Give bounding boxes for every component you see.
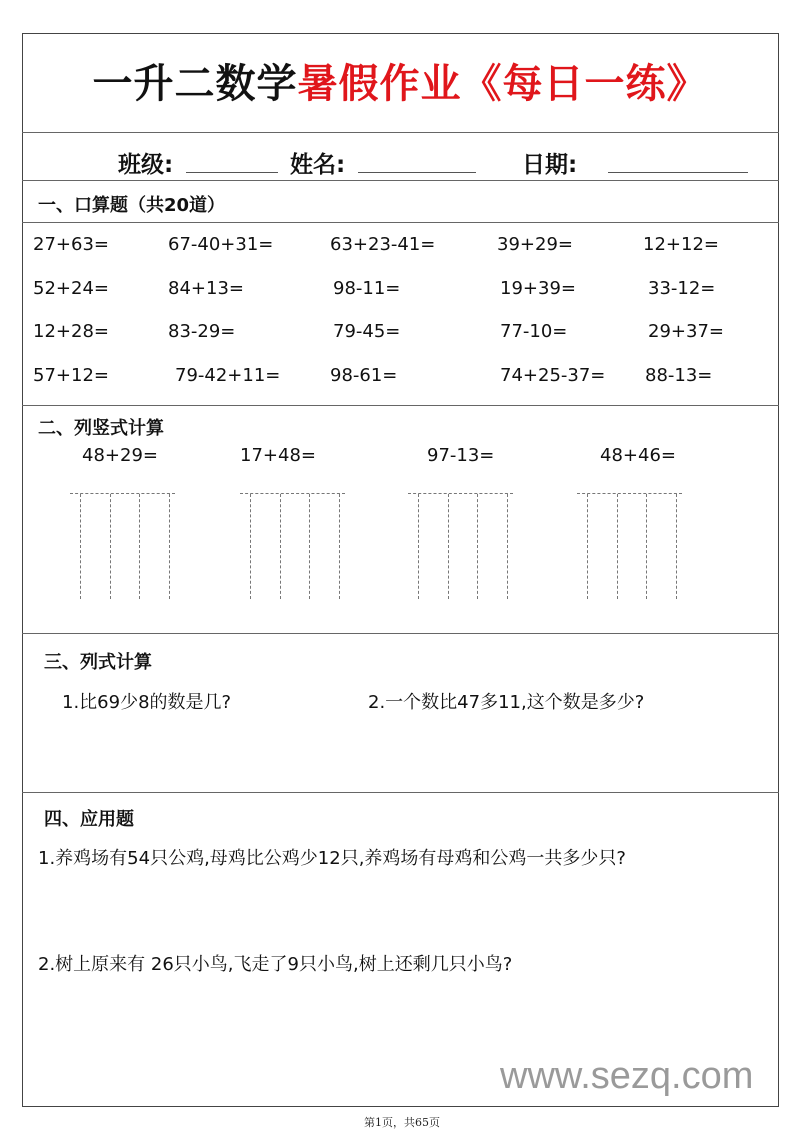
page-number: 第1页，共65页: [364, 1116, 440, 1129]
watermark: www.sezq.com: [500, 1055, 754, 1097]
vertical-calc-grid: [70, 493, 175, 599]
mental-math-problem: 63+23-41=: [330, 234, 436, 255]
mental-math-problem: 27+63=: [33, 234, 109, 255]
page-title: [0, 52, 800, 109]
mental-math-problem: 98-61=: [330, 365, 398, 386]
mental-math-problem: 39+29=: [497, 234, 573, 255]
equation-question: 1.比69少8的数是几?: [62, 692, 232, 713]
vertical-problem: 97-13=: [427, 445, 495, 466]
mental-math-problem: 67-40+31=: [168, 234, 274, 255]
vertical-problem: 48+46=: [600, 445, 676, 466]
class-label: 班级:: [118, 152, 174, 178]
mental-math-problem: 19+39=: [500, 278, 576, 299]
vertical-calc-grid: [408, 493, 513, 599]
title-black: 一升二数学: [92, 61, 298, 107]
mental-math-problem: 33-12=: [648, 278, 716, 299]
mental-math-problem: 84+13=: [168, 278, 244, 299]
date-label: 日期:: [522, 152, 578, 178]
divider: [22, 633, 779, 634]
name-field[interactable]: [358, 172, 476, 173]
divider: [22, 405, 779, 406]
mental-math-problem: 77-10=: [500, 321, 568, 342]
title-red: 暑假作业《每日一练》: [297, 61, 708, 107]
section3-heading: 三、列式计算: [44, 652, 152, 673]
divider: [22, 792, 779, 793]
vertical-problem: 48+29=: [82, 445, 158, 466]
section1-heading: 一、口算题（共20道）: [38, 195, 226, 216]
class-field[interactable]: [186, 172, 278, 173]
divider: [22, 180, 779, 181]
section2-heading: 二、列竖式计算: [38, 418, 164, 439]
name-label: 姓名:: [290, 152, 346, 178]
mental-math-problem: 98-11=: [333, 278, 401, 299]
word-problem: 1.养鸡场有54只公鸡,母鸡比公鸡少12只,养鸡场有母鸡和公鸡一共多少只?: [38, 848, 626, 869]
mental-math-problem: 12+28=: [33, 321, 109, 342]
mental-math-problem: 74+25-37=: [500, 365, 606, 386]
mental-math-problem: 83-29=: [168, 321, 236, 342]
mental-math-problem: 79-45=: [333, 321, 401, 342]
divider: [22, 132, 779, 133]
mental-math-problem: 52+24=: [33, 278, 109, 299]
mental-math-problem: 79-42+11=: [175, 365, 281, 386]
divider: [22, 222, 779, 223]
mental-math-problem: 57+12=: [33, 365, 109, 386]
date-field[interactable]: [608, 172, 748, 173]
mental-math-problem: 12+12=: [643, 234, 719, 255]
vertical-calc-grid: [240, 493, 345, 599]
vertical-problem: 17+48=: [240, 445, 316, 466]
vertical-calc-grid: [577, 493, 682, 599]
mental-math-problem: 29+37=: [648, 321, 724, 342]
mental-math-problem: 88-13=: [645, 365, 713, 386]
word-problem: 2.树上原来有 26只小鸟,飞走了9只小鸟,树上还剩几只小鸟?: [38, 954, 513, 975]
section4-heading: 四、应用题: [44, 809, 134, 830]
equation-question: 2.一个数比47多11,这个数是多少?: [368, 692, 645, 713]
